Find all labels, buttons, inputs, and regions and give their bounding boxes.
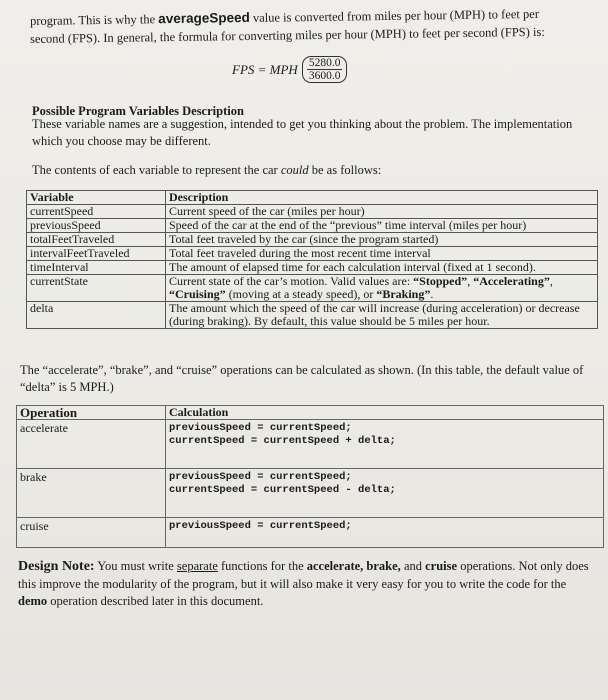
state-braking: “Braking” — [376, 287, 431, 301]
note-cruise: cruise — [425, 559, 458, 573]
variable-name: currentState — [27, 275, 166, 302]
variable-desc: Total feet traveled by the car (since the program started) — [166, 233, 598, 247]
formula-numerator: 5280.0 — [308, 57, 341, 69]
header-calculation: Calculation — [166, 406, 604, 420]
intro-text: program. This is why the — [29, 12, 159, 28]
intro-text-2: value is converted from miles per hour (MPH) to feet per — [249, 6, 540, 25]
variable-desc: Speed of the car at the end of the “previous” time interval (miles per hour) — [166, 219, 598, 233]
variable-desc: Total feet traveled during the most recent time interval — [166, 247, 598, 261]
table-row — [27, 219, 598, 233]
calc-line: currentSpeed = currentSpeed + delta; — [169, 435, 396, 447]
table-header-row — [17, 406, 604, 420]
formula-fraction — [302, 56, 348, 83]
note-text: operation described later in this document. — [47, 594, 264, 608]
fps-formula — [232, 56, 347, 83]
operation-name: cruise — [17, 518, 166, 548]
contents-text-2: be as follows: — [308, 163, 382, 177]
note-text: operations. Not only does this improve the modularity of the program, but it will also make it very easy for you to write the code for the — [18, 559, 589, 591]
table-header-row — [27, 191, 598, 205]
variable-name: intervalFeetTraveled — [27, 247, 166, 261]
contents-text: The contents of each variable to represent the car — [32, 163, 281, 177]
note-text: You must write — [94, 559, 177, 573]
variables-contents-line — [32, 162, 592, 179]
operation-calc — [166, 420, 604, 469]
variables-intro: These variable names are a suggestion, intended to get you thinking about the problem. The implementation which you choose may be different. — [32, 117, 573, 148]
state-sep: , — [467, 274, 474, 288]
table-row — [27, 233, 598, 247]
table-row — [17, 518, 604, 548]
state-stopped: “Stopped” — [413, 274, 468, 288]
operation-calc — [166, 469, 604, 518]
table-row — [17, 420, 604, 469]
calc-line: previousSpeed = currentSpeed; — [169, 471, 352, 483]
variables-table — [26, 190, 598, 329]
variable-desc: The amount which the speed of the car will increase (during acceleration) or decrease (during braking). By default, this value should be 5 miles per hour. — [166, 302, 598, 329]
variable-name: delta — [27, 302, 166, 329]
header-variable: Variable — [27, 191, 166, 205]
header-operation: Operation — [17, 406, 166, 420]
state-sep: , — [549, 274, 553, 288]
variable-desc: The amount of elapsed time for each calculation interval (fixed at 1 second). — [166, 261, 598, 275]
calc-line: currentSpeed = currentSpeed - delta; — [169, 484, 396, 496]
table-row — [27, 275, 598, 302]
table-row — [17, 469, 604, 518]
intro-line-2: second (FPS). In general, the formula for converting miles per hour (MPH) to feet per second (FPS) is: — [29, 24, 545, 46]
state-accelerating: “Accelerating” — [473, 274, 550, 288]
note-separate: separate — [176, 559, 218, 573]
calc-line: previousSpeed = currentSpeed; — [169, 520, 352, 532]
design-note-label: Design Note: — [18, 559, 95, 574]
state-text-2: (moving at a steady speed), or — [225, 287, 377, 301]
note-text: and — [400, 559, 426, 573]
variable-name: previousSpeed — [27, 219, 166, 233]
table-row — [27, 261, 598, 275]
state-cruising: “Cruising” — [169, 287, 226, 301]
operations-intro: The “accelerate”, “brake”, and “cruise” operations can be calculated as shown. (In this table, the default value of “delta” is 5 MPH.) — [20, 363, 584, 394]
variable-name: currentSpeed — [27, 205, 166, 219]
variable-name: totalFeetTraveled — [27, 233, 166, 247]
calc-line: previousSpeed = currentSpeed; — [169, 422, 352, 434]
table-row — [27, 302, 598, 329]
operations-table — [16, 405, 604, 548]
note-text: functions for the — [217, 559, 307, 573]
note-ops: accelerate, brake, — [306, 559, 401, 573]
variable-name: timeInterval — [27, 261, 166, 275]
operation-calc — [166, 518, 604, 548]
formula-denominator: 3600.0 — [308, 70, 341, 82]
formula-lhs: FPS = MPH — [232, 61, 298, 77]
table-row — [27, 247, 598, 261]
average-speed-code: averageSpeed — [158, 9, 250, 27]
state-end: . — [430, 287, 434, 301]
state-text: Current state of the car’s motion. Valid values are: — [169, 274, 414, 288]
note-demo: demo — [18, 594, 48, 608]
variable-desc: Current speed of the car (miles per hour) — [166, 205, 598, 219]
table-row — [27, 205, 598, 219]
design-note — [18, 558, 598, 611]
operation-name: brake — [17, 469, 166, 518]
variables-heading: Possible Program Variables Description — [32, 104, 244, 118]
operation-name: accelerate — [17, 420, 166, 469]
header-description: Description — [166, 191, 598, 205]
could-emphasis: could — [280, 163, 309, 177]
variable-desc — [166, 275, 598, 302]
